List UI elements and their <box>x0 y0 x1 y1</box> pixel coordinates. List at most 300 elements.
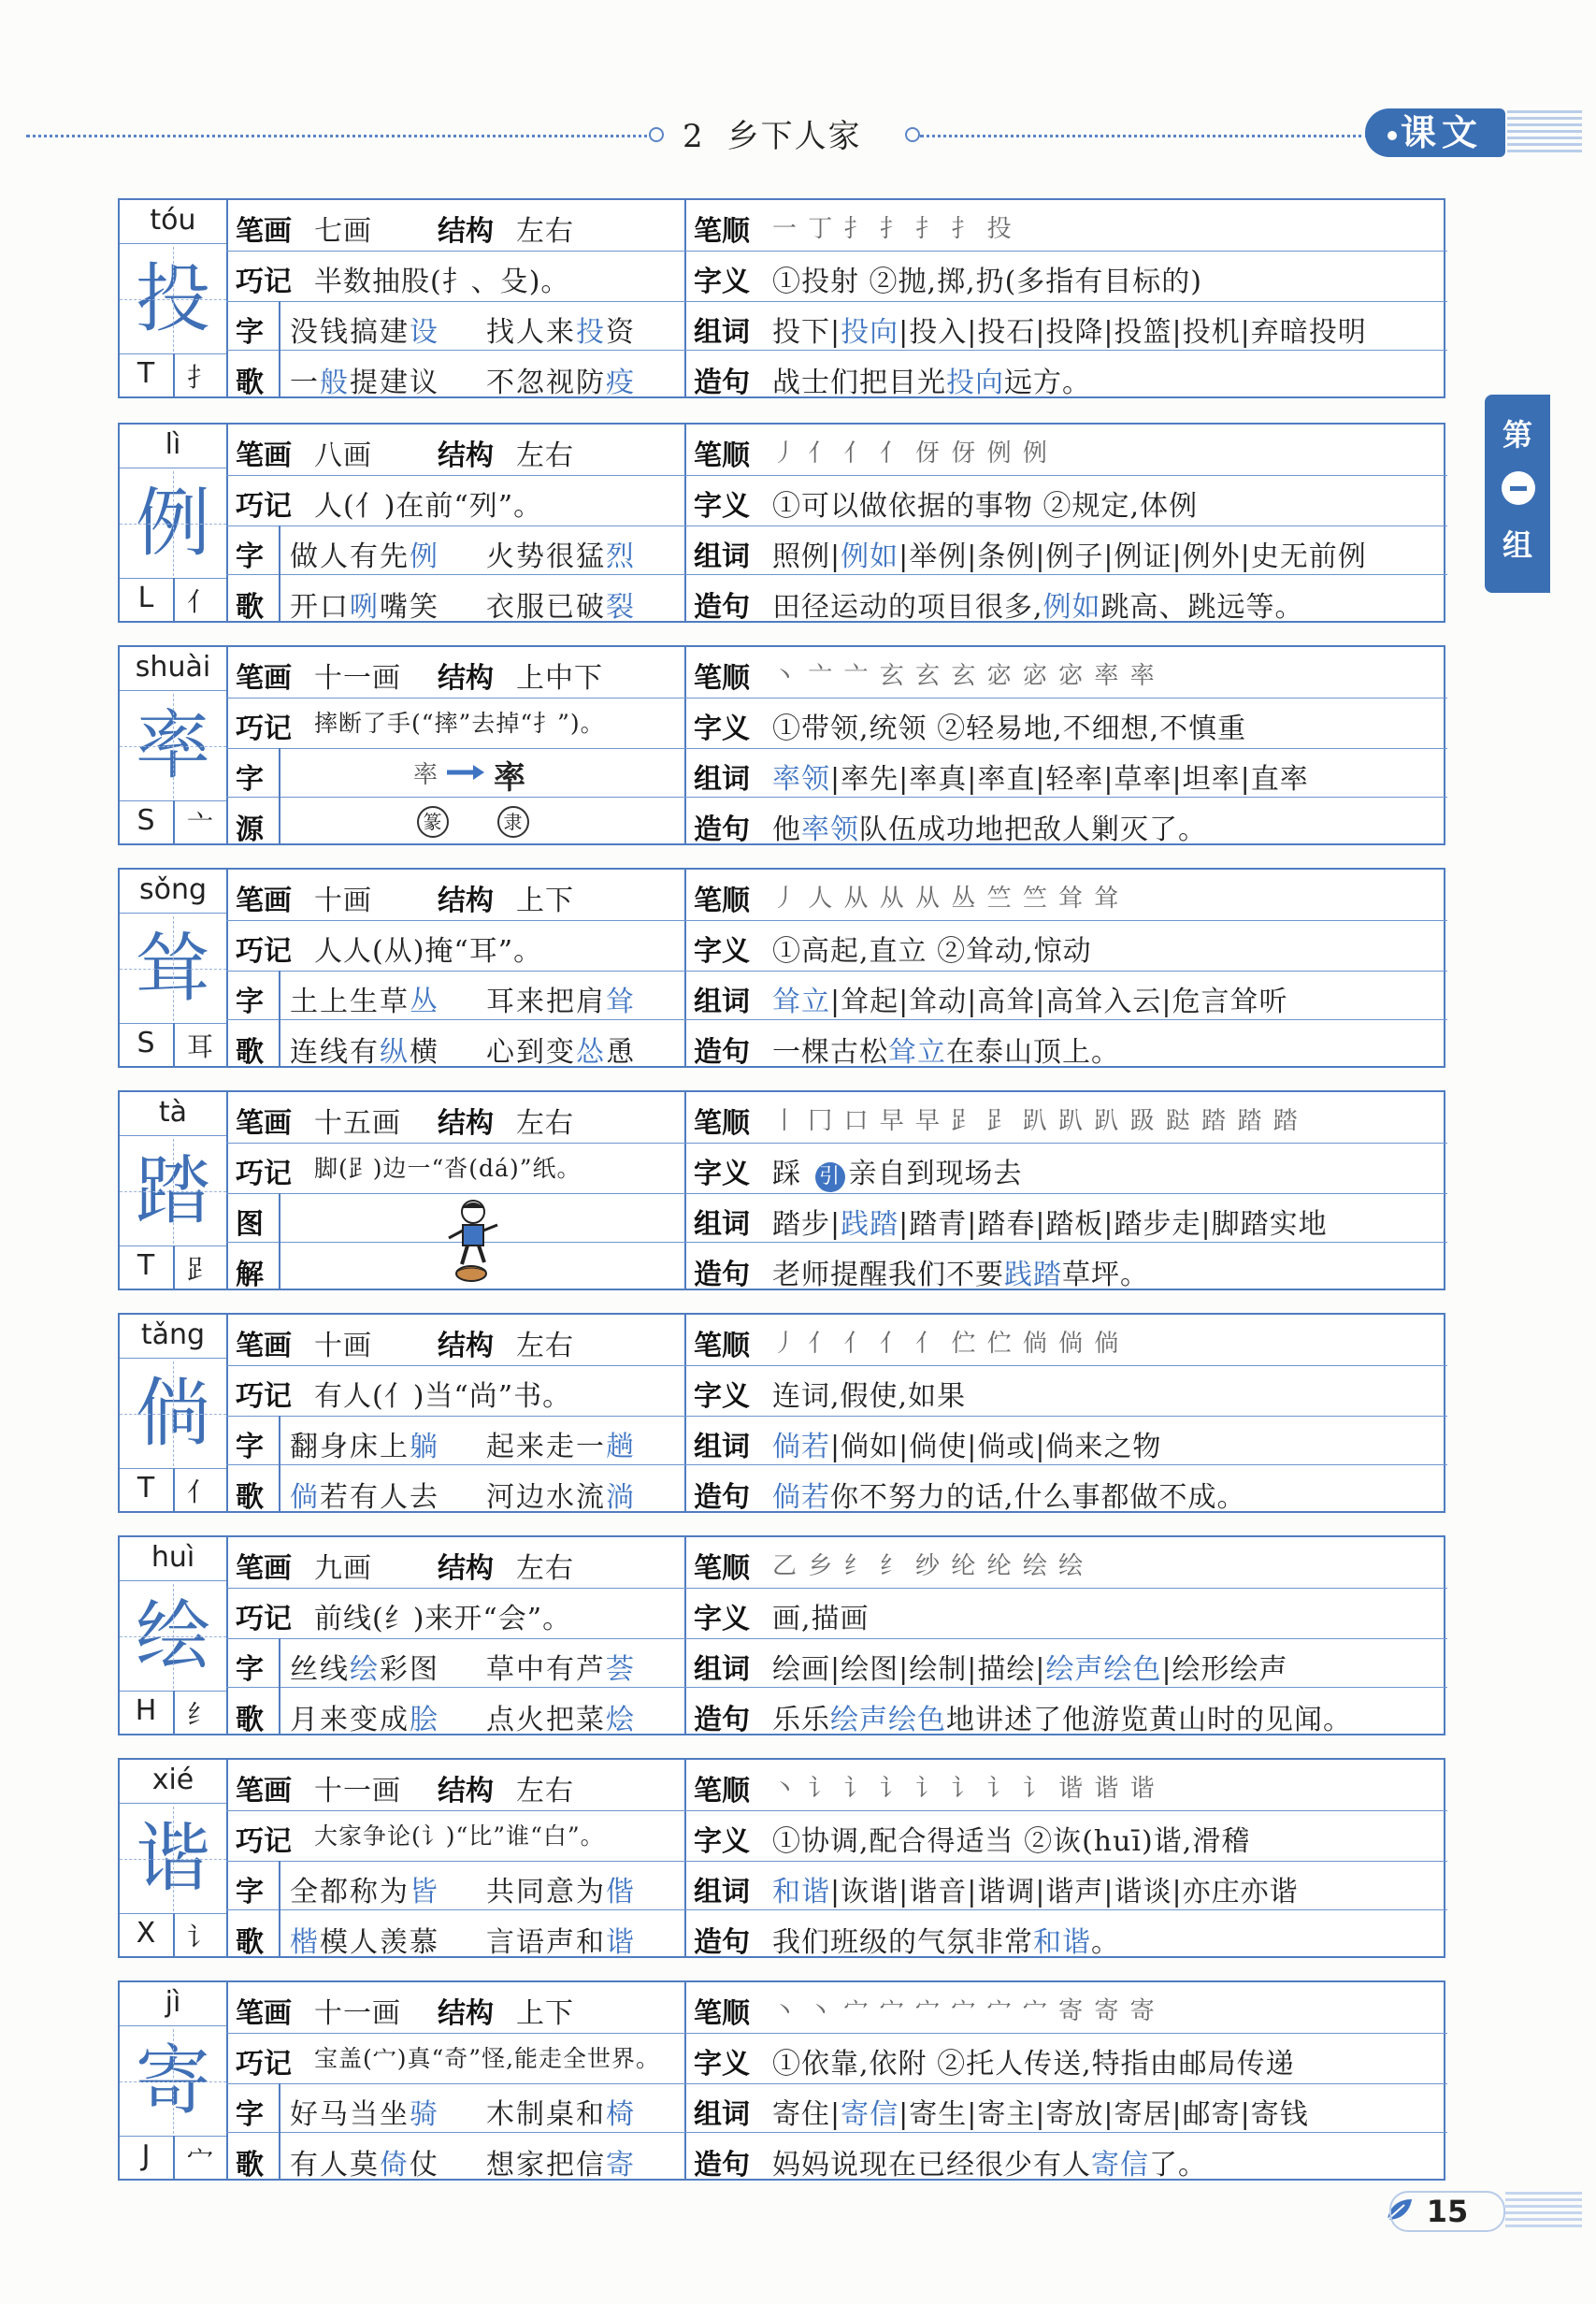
divider <box>684 1588 1447 1589</box>
divider <box>684 1365 1447 1366</box>
divider <box>226 1193 684 1194</box>
stroke-order: 丶 亠 亠 玄 玄 玄 宓 宓 宓 率 率 <box>772 662 1157 690</box>
divider <box>120 243 226 244</box>
divider <box>684 1416 1447 1417</box>
words-label: 组词 <box>694 1431 750 1463</box>
divider <box>226 1982 228 2179</box>
structure-label: 结构 <box>438 1775 494 1807</box>
meaning-label: 字义 <box>694 713 750 745</box>
headword-character: 寄 <box>120 2029 226 2134</box>
stroke-order: 丿 亻 亻 亻 亻 伫 伫 倘 倘 倘 <box>772 1330 1121 1358</box>
rhyme-line-b: 木制桌和椅 <box>486 2098 636 2131</box>
stroke-order-label: 笔顺 <box>694 215 750 248</box>
section-tag-text: 课文 <box>1400 112 1483 153</box>
stroke-count: 十画 <box>314 1330 372 1362</box>
pinyin: sǒng <box>138 873 208 906</box>
lesson-title-text: 乡下人家 <box>726 118 862 155</box>
pinyin: tǎng <box>140 1318 206 1351</box>
stroke-order: 丶 讠 讠 讠 讠 讠 讠 讠 谐 谐 谐 <box>772 1775 1157 1803</box>
header-rule-knob-left <box>649 127 664 142</box>
stroke-order: 丿 人 从 从 从 丛 竺 竺 耸 耸 <box>772 885 1121 913</box>
sentence-label: 造句 <box>694 591 750 624</box>
word-list: 绘画|绘图|绘制|描绘|绘声绘色|绘形绘声 <box>772 1653 1288 1686</box>
strokes-label: 笔画 <box>236 215 292 248</box>
song-label-1: 字 <box>236 1876 264 1908</box>
side-tab-number-one-icon <box>1502 471 1535 505</box>
divider <box>226 1365 684 1366</box>
divider <box>684 1982 686 2179</box>
meaning-text: 踩 引 亲自到现场去 <box>772 1158 1023 1190</box>
index-radical: 亻 <box>186 1476 213 1507</box>
index-radical: 讠 <box>186 1922 213 1952</box>
divider <box>279 526 280 621</box>
header-rule-right <box>920 135 1369 137</box>
pinyin: tà <box>158 1096 188 1129</box>
example-sentence: 我们班级的气氛非常和谐。 <box>772 1926 1120 1959</box>
stroke-order-label: 笔顺 <box>694 439 750 472</box>
stroke-order: 丶 丶 宀 宀 宀 宀 宀 宀 寄 寄 寄 <box>772 1997 1157 2025</box>
words-label: 组词 <box>694 763 750 796</box>
strokes-label: 笔画 <box>236 1997 292 2030</box>
character-entry <box>118 198 1445 398</box>
divider <box>684 251 1447 252</box>
rhyme-line-c: 开口咧嘴笑 <box>290 591 439 624</box>
stroke-order-label: 笔顺 <box>694 1552 750 1585</box>
song-label-2: 歌 <box>236 1704 264 1736</box>
memo-text: 有人(亻)当“尚”书。 <box>314 1380 572 1413</box>
divider <box>226 647 228 843</box>
index-letter: T <box>137 1472 155 1505</box>
words-label: 组词 <box>694 316 750 349</box>
divider <box>684 425 686 621</box>
rhyme-line-b: 共同意为偕 <box>486 1876 636 1908</box>
headword-character: 谐 <box>120 1807 226 1911</box>
stroke-count: 十一画 <box>314 1997 401 2030</box>
sentence-label: 造句 <box>694 367 750 399</box>
example-sentence: 倘若你不努力的话,什么事都做不成。 <box>772 1481 1246 1514</box>
stroke-order: 一 丁 扌 扌 扌 扌 投 <box>772 215 1014 243</box>
divider <box>684 1687 1447 1688</box>
meaning-text: ①协调,配合得适当 ②诙(huī)谐,滑稽 <box>772 1825 1251 1858</box>
divider <box>684 647 686 843</box>
divider <box>226 971 684 972</box>
clerical-script-badge: 隶 <box>497 806 529 838</box>
meaning-text: ①高起,直立 ②耸动,惊动 <box>772 935 1092 968</box>
divider <box>226 2132 684 2133</box>
song-label-2: 歌 <box>236 2149 264 2182</box>
memo-text: 人人(从)掩“耳”。 <box>314 935 543 968</box>
divider <box>226 920 684 921</box>
headword-character: 倘 <box>120 1361 226 1466</box>
source-label-1: 字 <box>236 763 264 796</box>
stroke-count: 十一画 <box>314 1775 401 1807</box>
rhyme-line-a: 翻身床上躺 <box>290 1431 439 1463</box>
stroke-order-label: 笔顺 <box>694 1330 750 1362</box>
divider <box>226 1537 228 1734</box>
divider <box>120 1803 226 1804</box>
index-letter: S <box>137 1027 155 1059</box>
song-label-2: 歌 <box>236 591 264 624</box>
words-label: 组词 <box>694 1653 750 1686</box>
word-list: 倘若|倘如|倘使|倘或|倘来之物 <box>772 1431 1162 1463</box>
meaning-text: ①投射 ②抛,掷,扔(多指有目标的) <box>772 266 1203 298</box>
meaning-text: 连词,假使,如果 <box>772 1380 967 1413</box>
memo-label: 巧记 <box>236 1603 292 1635</box>
stroke-order: 丿 亻 亻 亻 伢 伢 例 例 <box>772 439 1049 468</box>
divider <box>226 748 684 749</box>
rhyme-line-b: 草中有芦荟 <box>486 1653 636 1686</box>
strokes-label: 笔画 <box>236 1330 292 1362</box>
rhyme-line-d: 河边水流淌 <box>486 1481 636 1514</box>
word-list: 投下|投向|投入|投石|投降|投篮|投机|弃暗投明 <box>772 316 1367 349</box>
headword-character: 绘 <box>120 1584 226 1689</box>
divider <box>226 1638 684 1639</box>
word-list: 踏步|践踏|踏青|踏春|踏板|踏步走|脚踏实地 <box>772 1208 1328 1241</box>
pinyin: xié <box>151 1764 194 1796</box>
rhyme-line-a: 全都称为皆 <box>290 1876 439 1908</box>
character-entry <box>118 645 1445 845</box>
example-sentence: 老师提醒我们不要践踏草坪。 <box>772 1259 1149 1291</box>
strokes-label: 笔画 <box>236 1107 292 1140</box>
rhyme-line-c: 连线有纵横 <box>290 1036 439 1069</box>
stroke-order-label: 笔顺 <box>694 1107 750 1140</box>
word-list: 率领|率先|率真|率直|轻率|草率|坦率|直率 <box>772 763 1309 796</box>
song-label-1: 字 <box>236 1431 264 1463</box>
sentence-label: 造句 <box>694 814 750 846</box>
character-entry <box>118 1980 1445 2181</box>
index-letter: S <box>137 804 155 837</box>
headword-character: 率 <box>120 694 226 799</box>
divider <box>684 1193 1447 1194</box>
meaning-label: 字义 <box>694 490 750 523</box>
memo-label: 巧记 <box>236 1158 292 1190</box>
extended-meaning-badge: 引 <box>815 1162 845 1192</box>
index-letter: T <box>137 357 155 390</box>
divider <box>226 574 684 575</box>
rhyme-line-b: 火势很猛烈 <box>486 540 636 573</box>
meaning-label: 字义 <box>694 1380 750 1413</box>
divider <box>279 1193 280 1289</box>
divider <box>279 1638 280 1734</box>
index-letter: T <box>137 1249 155 1282</box>
divider <box>226 1416 684 1417</box>
index-letter: J <box>141 2139 151 2172</box>
divider <box>684 1861 1447 1862</box>
rhyme-line-b: 起来走一趟 <box>486 1431 636 1463</box>
pinyin: shuài <box>135 651 211 684</box>
modern-form: 率 <box>494 759 526 797</box>
song-label-1: 字 <box>236 2098 264 2131</box>
divider <box>226 870 228 1066</box>
sentence-label: 造句 <box>694 1926 750 1959</box>
divider <box>279 301 280 396</box>
divider <box>279 1861 280 1956</box>
rhyme-line-c: 一般提建议 <box>290 367 439 399</box>
divider <box>120 1135 226 1136</box>
divider <box>226 1687 684 1688</box>
memo-text: 半数抽股(扌、殳)。 <box>314 266 570 298</box>
divider <box>684 870 686 1066</box>
rhyme-line-c: 楷模人羡慕 <box>290 1926 439 1959</box>
song-label-1: 字 <box>236 540 264 573</box>
memo-label: 巧记 <box>236 935 292 968</box>
song-label-1: 字 <box>236 316 264 349</box>
song-label-1: 字 <box>236 986 264 1018</box>
strokes-label: 笔画 <box>236 885 292 917</box>
words-label: 组词 <box>694 540 750 573</box>
stroke-order: 乙 乡 纟 纟 纱 纶 纶 绘 绘 <box>772 1552 1086 1580</box>
strokes-label: 笔画 <box>236 1552 292 1585</box>
divider <box>279 2083 280 2179</box>
headword-character: 投 <box>120 247 226 352</box>
divider <box>226 350 684 351</box>
strokes-label: 笔画 <box>236 1775 292 1807</box>
structure-label: 结构 <box>438 215 494 248</box>
page-number: 15 <box>1389 2191 1505 2232</box>
structure-value: 上下 <box>516 885 574 917</box>
rhyme-line-c: 有人莫倚仗 <box>290 2149 439 2182</box>
stroke-count: 十画 <box>314 885 372 917</box>
meaning-label: 字义 <box>694 1603 750 1635</box>
stroke-count: 七画 <box>314 215 372 248</box>
structure-value: 左右 <box>516 1107 574 1140</box>
header-rule-left <box>26 135 654 137</box>
divider <box>226 2083 684 2084</box>
divider <box>226 1092 228 1289</box>
rhyme-line-c: 倘若有人去 <box>290 1481 439 1514</box>
stroke-order-label: 笔顺 <box>694 1997 750 2030</box>
memo-label: 巧记 <box>236 490 292 523</box>
meaning-label: 字义 <box>694 1158 750 1190</box>
structure-label: 结构 <box>438 1997 494 2030</box>
divider <box>279 748 280 843</box>
divider <box>226 1810 684 1811</box>
memo-text: 前线(纟)来开“会”。 <box>314 1603 572 1635</box>
meaning-label: 字义 <box>694 935 750 968</box>
divider <box>684 1315 686 1511</box>
stroke-count: 九画 <box>314 1552 372 1585</box>
character-entry <box>118 1313 1445 1513</box>
divider <box>226 2033 684 2034</box>
words-label: 组词 <box>694 986 750 1018</box>
divider <box>684 1019 1447 1020</box>
meaning-text: ①可以做依据的事物 ②规定,体例 <box>772 490 1199 523</box>
divider <box>226 797 684 798</box>
divider <box>684 1638 1447 1639</box>
rhyme-line-b: 耳来把肩耸 <box>486 986 636 1018</box>
memo-label: 巧记 <box>236 266 292 298</box>
divider <box>684 350 1447 351</box>
memo-text: 脚(𧾷)边一“沓(dá)”纸。 <box>314 1155 582 1182</box>
divider <box>684 574 1447 575</box>
divider <box>226 1315 228 1511</box>
headword-character: 耸 <box>120 916 226 1021</box>
divider <box>226 301 684 302</box>
structure-value: 左右 <box>516 1330 574 1362</box>
rhyme-line-d: 衣服已破裂 <box>486 591 636 624</box>
rhyme-line-d: 不忽视防疫 <box>486 367 636 399</box>
meaning-label: 字义 <box>694 2048 750 2081</box>
pinyin: lì <box>165 428 181 461</box>
word-list: 耸立|耸起|耸动|高耸|高耸入云|危言耸听 <box>772 986 1288 1018</box>
tag-dot-icon <box>1388 131 1397 140</box>
lesson-title <box>683 110 862 156</box>
divider <box>684 1760 686 1956</box>
divider <box>684 2083 1447 2084</box>
picture-label-1: 图 <box>236 1208 264 1241</box>
structure-label: 结构 <box>438 1552 494 1585</box>
words-label: 组词 <box>694 2098 750 2131</box>
divider <box>226 1143 684 1144</box>
structure-value: 左右 <box>516 215 574 248</box>
example-sentence: 妈妈说现在已经很少有人寄信了。 <box>772 2149 1207 2182</box>
meaning-label: 字义 <box>694 266 750 298</box>
song-label-2: 歌 <box>236 1036 264 1069</box>
side-tab-line3: 组 <box>1502 527 1532 563</box>
stroke-count: 十一画 <box>314 662 401 695</box>
divider <box>684 1464 1447 1465</box>
example-sentence: 乐乐绘声绘色地讲述了他游览黄山时的见闻。 <box>772 1704 1352 1736</box>
word-list: 寄住|寄信|寄生|寄主|寄放|寄居|邮寄|寄钱 <box>772 2098 1309 2131</box>
section-tag <box>1365 108 1505 157</box>
memo-text: 人(亻)在前“列”。 <box>314 490 543 523</box>
lesson-number: 2 <box>683 118 705 155</box>
structure-label: 结构 <box>438 885 494 917</box>
rhyme-line-a: 土上生草丛 <box>290 986 439 1018</box>
divider <box>120 2025 226 2026</box>
divider <box>684 920 1447 921</box>
rhyme-line-d: 想家把信寄 <box>486 2149 636 2182</box>
index-radical: 𧾷 <box>186 1254 213 1285</box>
structure-value: 上下 <box>516 1997 574 2030</box>
song-label-2: 歌 <box>236 367 264 399</box>
ancient-form: 率 <box>413 761 439 789</box>
words-label: 组词 <box>694 1876 750 1908</box>
index-letter: X <box>136 1917 156 1950</box>
stroke-order-label: 笔顺 <box>694 885 750 917</box>
divider <box>226 1464 684 1465</box>
group-side-tab <box>1485 395 1550 593</box>
pinyin: tóu <box>150 204 196 237</box>
example-sentence: 田径运动的项目很多,例如跳高、跳远等。 <box>772 591 1304 624</box>
seal-script-badge: 篆 <box>417 806 449 838</box>
rhyme-line-d: 点火把菜烩 <box>486 1704 636 1736</box>
rhyme-line-d: 言语声和谐 <box>486 1926 636 1959</box>
header-stripes <box>1507 110 1582 155</box>
structure-label: 结构 <box>438 1330 494 1362</box>
divider <box>226 251 684 252</box>
divider <box>684 971 1447 972</box>
divider <box>226 1588 684 1589</box>
divider <box>226 200 228 396</box>
divider <box>226 475 684 476</box>
divider <box>684 1810 1447 1811</box>
memo-text: 宝盖(宀)真“奇”怪,能走全世界。 <box>314 2045 661 2072</box>
index-radical: 亠 <box>186 809 213 840</box>
index-radical: 亻 <box>186 586 213 617</box>
headword-character: 例 <box>120 471 226 576</box>
divider <box>684 2132 1447 2133</box>
rhyme-line-d: 心到变怂恿 <box>486 1036 636 1069</box>
stroke-order-label: 笔顺 <box>694 662 750 695</box>
rhyme-line-a: 好马当坐骑 <box>290 2098 439 2131</box>
index-letter: H <box>135 1694 157 1727</box>
song-label-1: 字 <box>236 1653 264 1686</box>
divider <box>684 797 1447 798</box>
song-label-2: 歌 <box>236 1481 264 1514</box>
strokes-label: 笔画 <box>236 662 292 695</box>
header-rule-knob-right <box>905 127 920 142</box>
rhyme-line-b: 找人来投资 <box>486 316 636 349</box>
structure-value: 左右 <box>516 439 574 472</box>
divider <box>120 913 226 914</box>
index-radical: 纟 <box>186 1699 213 1730</box>
divider <box>684 1242 1447 1243</box>
index-radical: 扌 <box>186 362 213 393</box>
divider <box>279 1416 280 1511</box>
rhyme-line-c: 月来变成脍 <box>290 1704 439 1736</box>
meaning-text: 画,描画 <box>772 1603 870 1635</box>
character-entry <box>118 1090 1445 1290</box>
divider <box>120 1358 226 1359</box>
strokes-label: 笔画 <box>236 439 292 472</box>
word-list: 和谐|诙谐|谐音|谐调|谐声|谐谈|亦庄亦谐 <box>772 1876 1299 1908</box>
song-label-2: 歌 <box>236 1926 264 1959</box>
divider <box>684 748 1447 749</box>
structure-label: 结构 <box>438 662 494 695</box>
structure-value: 上中下 <box>516 662 603 695</box>
sentence-label: 造句 <box>694 1704 750 1736</box>
structure-label: 结构 <box>438 1107 494 1140</box>
divider <box>684 200 686 396</box>
divider <box>684 1143 1447 1144</box>
pinyin: huì <box>151 1541 195 1574</box>
character-entry <box>118 1535 1445 1735</box>
memo-label: 巧记 <box>236 2048 292 2081</box>
memo-label: 巧记 <box>236 713 292 745</box>
memo-label: 巧记 <box>236 1825 292 1858</box>
index-radical: 宀 <box>186 2144 213 2175</box>
words-label: 组词 <box>694 1208 750 1241</box>
stroke-order: 丨 冂 口 早 早 𧾷 𧾷 趴 趴 趴 趿 跶 踏 踏 踏 <box>772 1107 1300 1135</box>
example-sentence: 战士们把目光投向远方。 <box>772 367 1091 399</box>
divider <box>226 425 228 621</box>
pinyin: jì <box>165 1986 181 2019</box>
index-letter: L <box>137 582 154 614</box>
divider <box>684 1092 686 1289</box>
meaning-text: ①依靠,依附 ②托人传送,特指由邮局传递 <box>772 2048 1295 2081</box>
stroke-count: 八画 <box>314 439 372 472</box>
memo-text: 摔断了手(“摔”去掉“扌”)。 <box>314 710 605 737</box>
divider <box>684 1537 686 1734</box>
word-list: 照例|例如|举例|条例|例子|例证|例外|史无前例 <box>772 540 1367 573</box>
headword-character: 踏 <box>120 1139 226 1244</box>
index-radical: 耳 <box>186 1031 213 1062</box>
divider <box>120 690 226 691</box>
boy-stepping-illustration <box>438 1197 509 1287</box>
source-label-2: 源 <box>236 814 264 846</box>
structure-value: 左右 <box>516 1775 574 1807</box>
meaning-label: 字义 <box>694 1825 750 1858</box>
rhyme-line-a: 做人有先例 <box>290 540 439 573</box>
divider <box>226 1909 684 1910</box>
arrow-right-icon <box>445 763 486 782</box>
divider <box>279 971 280 1066</box>
example-sentence: 他率领队伍成功地把敌人剿灭了。 <box>772 814 1207 846</box>
structure-label: 结构 <box>438 439 494 472</box>
stroke-count: 十五画 <box>314 1107 401 1140</box>
divider <box>684 475 1447 476</box>
